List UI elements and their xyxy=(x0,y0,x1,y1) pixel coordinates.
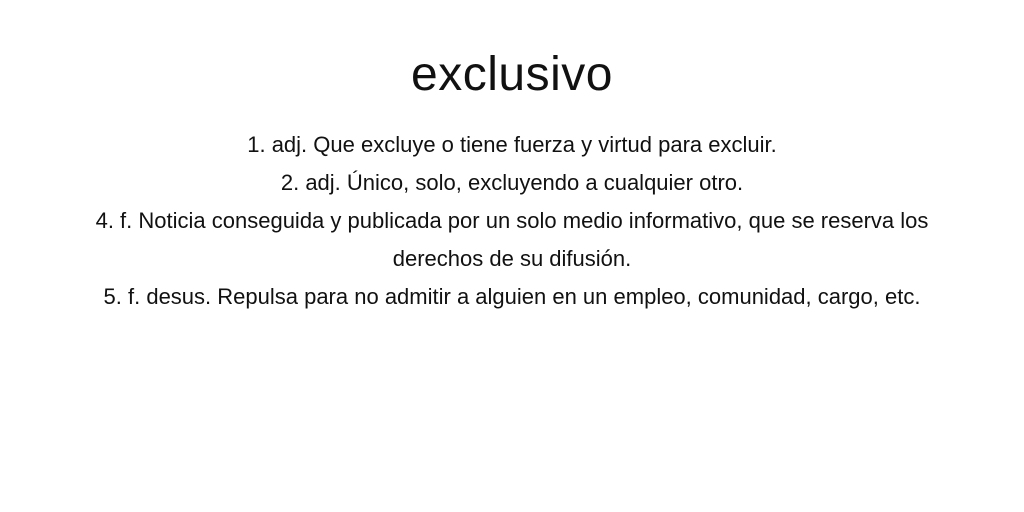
entry-title: exclusivo xyxy=(411,48,613,101)
definition-item: 4. f. Noticia conseguida y publicada por un solo medio informativo, que se reserva los derechos de su difusión. xyxy=(95,208,929,271)
definition-item: 1. adj. Que excluye o tiene fuerza y virtud para excluir. xyxy=(247,132,777,157)
definition-item: 5. f. desus. Repulsa para no admitir a alguien en un empleo, comunidad, cargo, etc. xyxy=(103,284,921,309)
definition-item: 2. adj. Único, solo, excluyendo a cualquier otro. xyxy=(280,170,744,195)
definition-list xyxy=(52,126,972,316)
